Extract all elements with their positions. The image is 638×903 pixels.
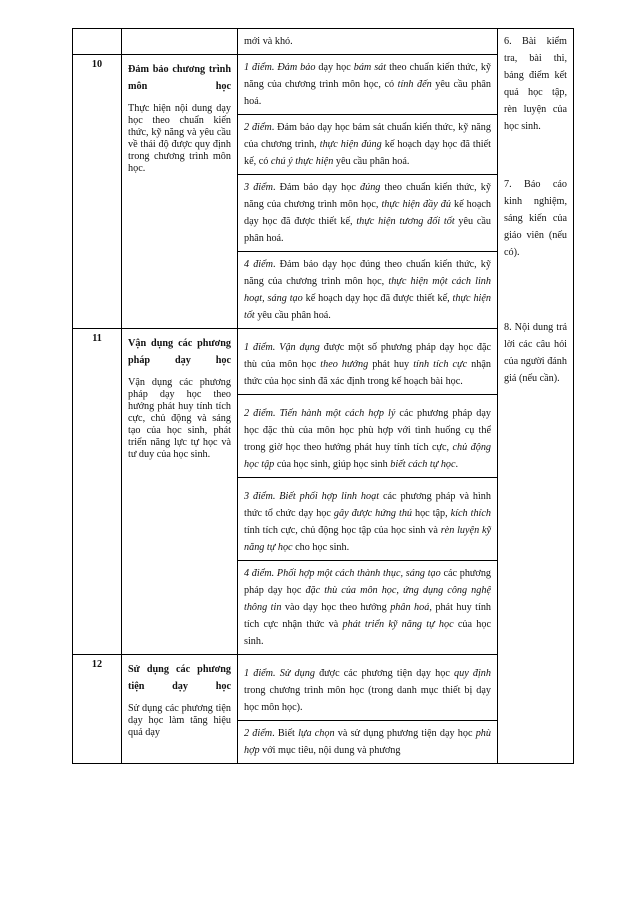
score-label: 3 điểm (244, 182, 273, 193)
text-run: yêu cầu phân hoá. (254, 310, 331, 321)
text-run: các phương pháp dạy học đặc thù của môn học phù hợp với tình huống cụ thể trong giờ học theo hướng phát huy tính tích cực, (244, 408, 491, 453)
text-run: chủ động học tập (244, 442, 492, 470)
text-run: Vận dụng (279, 342, 320, 353)
text-run: . (272, 491, 280, 502)
empty-cell (122, 29, 238, 55)
criterion-number: 12 (73, 655, 122, 764)
text-run: đúng (360, 182, 381, 193)
text-run: kế hoạch dạy học đã được thiết kế, (302, 293, 453, 304)
text-run: cho học sinh. (292, 542, 350, 553)
text-run: , phát huy tính tích cực nhận thức và (244, 602, 492, 630)
evidence-cell (498, 29, 574, 764)
text-run: theo chuẩn kiến thức, kỹ năng của chương trình môn học, (244, 182, 491, 210)
text-run: gây được hứng thú (333, 508, 413, 519)
criterion-cell (122, 55, 238, 329)
text-run: yêu cầu phân hoá. (244, 79, 491, 107)
table-row-continuation (73, 29, 574, 55)
text-run: biết cách tự học (390, 459, 456, 470)
text-run: . Đảm bảo dạy học đúng theo chuẩn kiến thức, kỹ năng của chương trình môn học, (244, 259, 491, 287)
text-run: lựa chọn (298, 728, 335, 739)
level-description (238, 329, 498, 395)
criterion-cell (122, 329, 238, 655)
text-run: , (396, 585, 404, 596)
evidence-item: 8. Nội dung trả lời các câu hỏi của người đánh giá (nếu cần). (504, 322, 567, 384)
text-run: phù hợp (244, 728, 491, 756)
score-label: 1 điểm (244, 342, 273, 353)
criterion-title: Sử dụng các phương tiện dạy học (128, 664, 231, 692)
criterion-description: Vận dụng các phương pháp dạy học theo hướng phát huy tính tích cực, chủ động và sáng tạo của học sinh, phát triển năng lực tự học và tư duy của học sinh. (128, 377, 231, 460)
text-run: các phương pháp và hình thức tổ chức dạy học (244, 491, 491, 519)
text-run: . Đảm bảo dạy học (273, 182, 360, 193)
text-run: tính tích cực (413, 359, 468, 370)
text-run: kế hoạch dạy học đã thiết kế, có (244, 139, 491, 167)
text-run: nhận thức của học sinh đã xác định trong kế hoạch bài học. (244, 359, 491, 387)
score-label: 4 điểm (244, 568, 272, 579)
score-label: 3 điểm (244, 491, 273, 502)
text-run: . (455, 459, 459, 470)
score-label: 2 điểm (244, 728, 273, 739)
text-run: Sử dụng (279, 668, 315, 679)
text-run: tính tích cực, chủ động học tập của học sinh và (244, 525, 441, 536)
level-description (238, 395, 498, 478)
text-run: dạy học (315, 62, 354, 73)
text-run: phát huy (368, 359, 414, 370)
criterion-title: Đảm bảo chương trình môn học (128, 64, 231, 92)
score-label: 2 điểm (244, 408, 273, 419)
criterion-number: 10 (73, 55, 122, 329)
criterion-description: Thực hiện nội dung dạy học theo chuẩn kiến thức, kỹ năng và yêu cầu về thái độ được quy định trong chương trình môn học. (128, 103, 231, 174)
text-run: yêu cầu phân hoá. (333, 156, 410, 167)
text-run: kế hoạch dạy học đã được thiết kế, (244, 199, 491, 227)
text-run: Đảm bảo (277, 62, 316, 73)
text-run: . (273, 668, 280, 679)
level-description (238, 721, 498, 764)
text-run: được các phương tiện dạy học (314, 668, 455, 679)
level-description (238, 655, 498, 721)
text-run: theo chuẩn kiến thức, kỹ năng của chương trình môn học, có (244, 62, 492, 90)
text-run: theo hướng (320, 359, 369, 370)
text-run: với mục tiêu, nội dung và phương (259, 745, 401, 756)
text-run: thực hiện đầy đủ (381, 199, 451, 210)
text-run: tính đến (397, 79, 432, 90)
text-run: đặc thù của môn học (305, 585, 397, 596)
text-run: . (271, 568, 277, 579)
text-run: . (272, 408, 280, 419)
text-run: Biết phối hợp linh hoạt (279, 491, 380, 502)
text-run: vào dạy học theo hướng (281, 602, 391, 613)
text-run: ứng dụng công nghệ thông tin (244, 585, 491, 613)
evaluation-rubric-table (72, 28, 574, 764)
evidence-item: 6. Bài kiểm tra, bài thi, bảng điểm kết quả học tập, rèn luyện của học sinh. (504, 36, 567, 132)
level-description (238, 252, 498, 329)
text-run: chú ý thực hiện (270, 156, 334, 167)
text-run: phân hoá (390, 602, 430, 613)
text-run: . (271, 62, 278, 73)
text-run: các phương pháp dạy học (244, 568, 492, 596)
text-run: Phối hợp một cách thành thục, sáng tạo (276, 568, 441, 579)
text-run: Tiến hành một cách hợp lý (279, 408, 396, 419)
text-run: trong chương trình môn học (trong danh mục thiết bị dạy học môn học). (244, 685, 491, 713)
score-label: 1 điểm (244, 668, 274, 679)
text-run: thực hiện một cách linh hoạt, sáng tạo (244, 276, 491, 304)
text-run: thực hiện tốt (244, 293, 491, 321)
text-run: bám sát (353, 62, 387, 73)
text-run: học tập, (412, 508, 451, 519)
text-run: . Biết (272, 728, 299, 739)
level-description (238, 115, 498, 175)
level-continuation: mới và khó. (238, 29, 498, 55)
level-description (238, 478, 498, 561)
text-run: và sử dụng phương tiện dạy học (334, 728, 476, 739)
text-run: rèn luyện kỹ năng tự học (244, 525, 492, 553)
text-run: . (272, 342, 280, 353)
text-run: của học sinh, giúp học sinh (274, 459, 391, 470)
score-label: 4 điểm (244, 259, 273, 270)
level-description (238, 175, 498, 252)
text-run: phát triển kỹ năng tự học (342, 619, 454, 630)
text-run: quy định (454, 668, 491, 679)
score-label: 1 điểm (244, 62, 272, 73)
text-run: thực hiện đúng (319, 139, 382, 150)
level-description (238, 55, 498, 115)
evidence-item: 7. Báo cáo kinh nghiệm, sáng kiến của giáo viên (nếu có). (504, 179, 567, 258)
criterion-title: Vận dụng các phương pháp dạy học (128, 338, 231, 366)
criterion-description: Sử dụng các phương tiện dạy học làm tăng hiệu quả dạy (128, 703, 231, 738)
level-description (238, 561, 498, 655)
text-run: . Đảm bảo dạy học bám sát chuẩn kiến thức, kỹ năng của chương trình, (244, 122, 491, 150)
text-run: kích thích (450, 508, 491, 519)
score-label: 2 điểm (244, 122, 272, 133)
criterion-cell (122, 655, 238, 764)
text-run: yêu cầu phân hoá. (244, 216, 492, 244)
text-run: thực hiện tương đối tốt (356, 216, 455, 227)
text-run: được một số phương pháp dạy học đặc thù của môn học (244, 342, 491, 370)
criterion-number: 11 (73, 329, 122, 655)
empty-cell (73, 29, 122, 55)
text-run: của học sinh. (244, 619, 491, 647)
